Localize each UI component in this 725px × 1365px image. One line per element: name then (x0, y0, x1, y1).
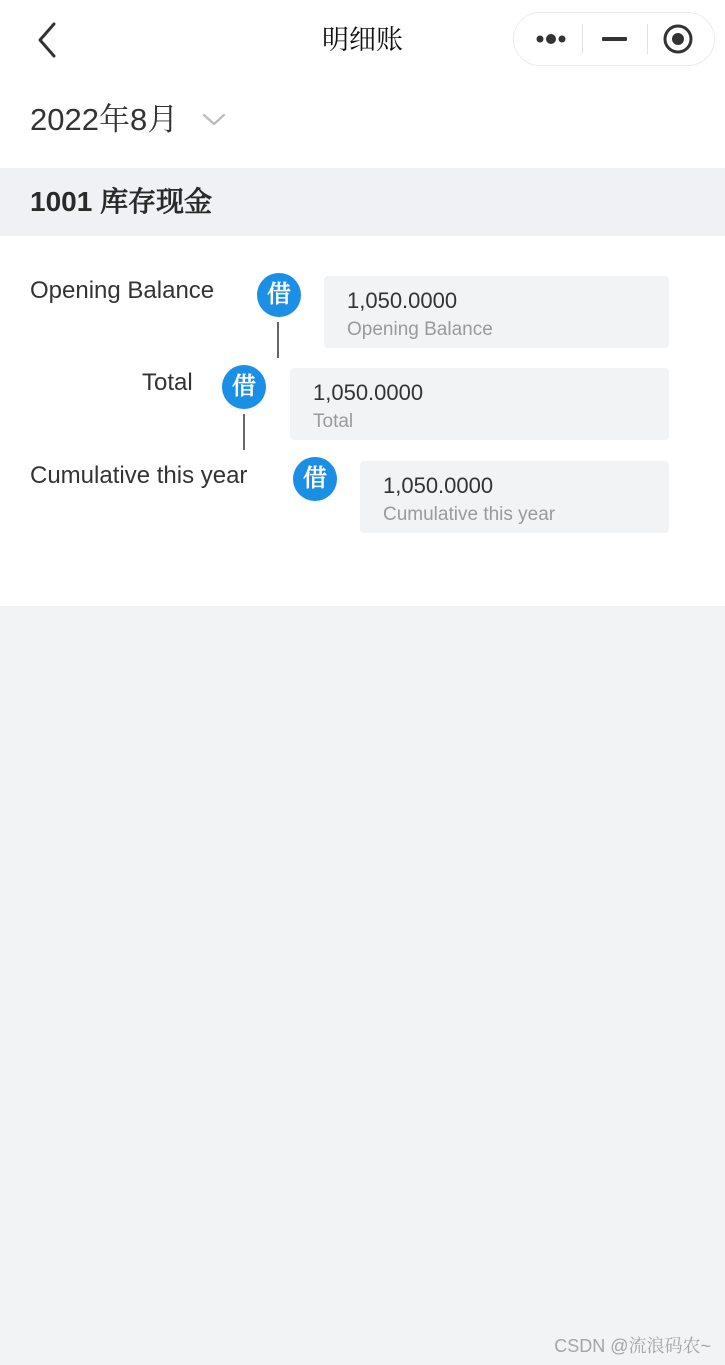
mini-program-capsule (513, 12, 715, 66)
date-picker[interactable] (30, 98, 227, 142)
total-label: Total (142, 369, 193, 396)
more-dots-icon (518, 13, 584, 65)
date-value: 2022年8月 (30, 102, 179, 137)
total-direction-badge[interactable]: 借 (222, 365, 266, 409)
cumulative-field[interactable] (360, 461, 669, 533)
header-area (0, 0, 725, 168)
minimize-button[interactable] (582, 13, 648, 65)
page-title: 明细账 (322, 25, 403, 55)
close-button[interactable] (647, 13, 713, 65)
connector-line (243, 414, 245, 450)
total-field[interactable] (290, 368, 669, 440)
opening-balance-placeholder: Opening Balance (347, 319, 493, 340)
watermark: CSDN @流浪码农~ (554, 1336, 711, 1356)
opening-balance-direction-badge[interactable]: 借 (257, 273, 301, 317)
more-button[interactable] (518, 13, 584, 65)
opening-balance-amount: 1,050.0000 (347, 288, 458, 313)
minimize-icon (582, 13, 648, 65)
cumulative-label: Cumulative this year (30, 462, 248, 489)
target-close-icon (647, 13, 713, 65)
nav-bar (0, 0, 725, 80)
total-placeholder: Total (313, 411, 354, 432)
cumulative-placeholder: Cumulative this year (383, 504, 556, 525)
balance-panel (0, 236, 725, 606)
opening-balance-field[interactable] (324, 276, 669, 348)
chevron-down-icon (201, 110, 227, 130)
cumulative-amount: 1,050.0000 (383, 473, 494, 498)
cumulative-direction-badge[interactable]: 借 (293, 457, 337, 501)
opening-balance-label: Opening Balance (30, 277, 215, 304)
account-title: 1001 库存现金 (30, 186, 213, 217)
connector-line (277, 322, 279, 358)
account-header (0, 168, 725, 236)
total-amount: 1,050.0000 (313, 380, 424, 405)
